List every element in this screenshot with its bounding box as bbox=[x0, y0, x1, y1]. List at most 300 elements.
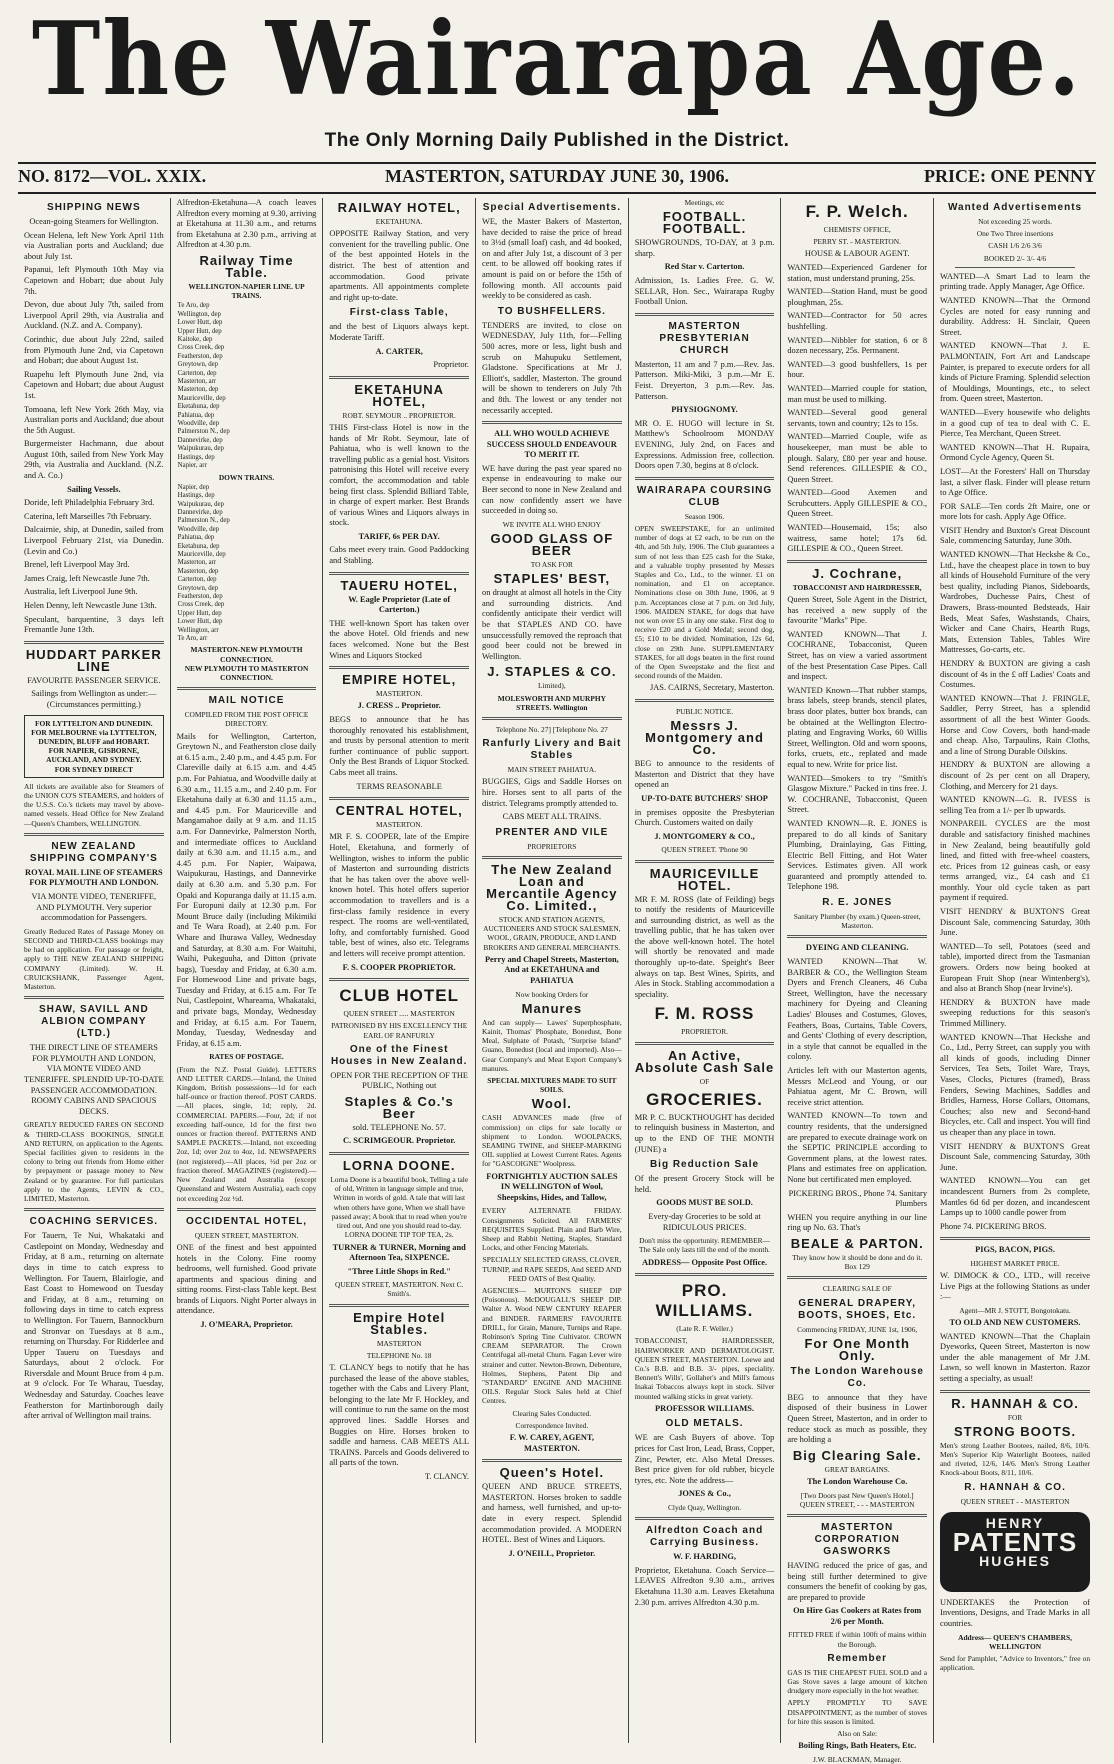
divider bbox=[482, 421, 622, 424]
station-name: Wellington, dep bbox=[177, 310, 221, 318]
alfredton-coach-signature: W. F. HARDING, bbox=[673, 1552, 736, 1562]
presbyterian-text: Masterton, 11 am and 7 p.m.—Rev. Jas. Patterson. Miki-Miki, 3 p.m.—Mr E. Feist. Dreyerton, 3 p.m.—Rev. Jas. Patterson. bbox=[634, 359, 775, 401]
station-name: Featherston, dep bbox=[177, 352, 223, 360]
eketahuna-hotel-proprietor: ROBT. SEYMOUR .. PROPRIETOR. bbox=[342, 410, 456, 420]
shipping-item: Papanui, left Plymouth 10th May via Capetown and Hobart; due about July 7th. bbox=[24, 265, 164, 296]
coaching-heading: COACHING SERVICES. bbox=[29, 1216, 159, 1228]
station-name: Woodville, dep bbox=[177, 420, 220, 428]
prenter-vile-sub: PROPRIETORS bbox=[527, 841, 577, 851]
railway-hotel-proprietor: Proprietor. bbox=[433, 360, 470, 370]
divider bbox=[787, 935, 927, 938]
station-name: Hastings, dep bbox=[177, 453, 215, 461]
mail-notice-heading: MAIL NOTICE bbox=[208, 695, 285, 707]
issue-number: NO. 8172—VOL. XXIX. bbox=[18, 166, 207, 186]
timetable-row bbox=[177, 344, 317, 352]
manures-heading: Manures bbox=[521, 1000, 583, 1016]
wanted-ad: WANTED—Every housewife who delights in a good cup of tea to deal with C. E. Pierce, Tea Merchant, Queen Street. bbox=[940, 407, 1091, 439]
montgomery-signature: J. MONTGOMERY & CO., bbox=[654, 831, 755, 841]
cash-sale-text: MR P. C. BUCKTHOUGHT has decided to relinquish business in Masterton, and up to the END OF THE MONTH (JUNE) a bbox=[634, 1112, 775, 1154]
taueru-hotel-proprietor: W. Eagle Proprietor (Late of Carterton.) bbox=[348, 594, 451, 615]
wanted-ad: NONPAREIL CYCLES are the most durable and satisfactory finished machines in New Zealand, being beautifully gold lined, and fitted with free-wheel coasters, etc. Prices from 12 guineas cash, or easy terms arranged, viz., £4 cash and £1 monthly. Your old cycle taken as part payment if required. bbox=[940, 819, 1091, 903]
physiognomy-text: MR O. E. HUGO will lecture in St. Matthew's Schoolroom MONDAY EVENING, July 2nd, on Faces and Expressions. Admission free, collection. Doors open 7.30, begins at 8 o'clock. bbox=[634, 418, 775, 471]
empire-hotel-text: BEGS to announce that he has thoroughly renovated his establishment, and trusts by personal attention to merit further continuance of public support. Only the Best Brands of Liquor Stocked. Cabs meet all trains. bbox=[329, 715, 470, 777]
jones-sub: Sanitary Plumber (by exam.) Queen-street, Masterton. bbox=[793, 912, 921, 931]
cash-sale-of: OF bbox=[699, 1076, 710, 1086]
divider bbox=[482, 856, 622, 859]
timetable-row bbox=[177, 601, 317, 609]
timetable-row bbox=[177, 311, 317, 319]
nzloan-heading: The New Zealand Loan and Mercantile Agency Co. Limited., bbox=[486, 862, 618, 913]
railway-hotel-table: First-class Table, bbox=[349, 307, 449, 319]
montgomery-heading: Messrs J. Montgomery and Co. bbox=[645, 718, 764, 758]
divider bbox=[482, 1459, 622, 1462]
central-hotel-text: MR F. S. COOPER, late of the Empire Hotel, Eketahuna, and formerly of Wellington, wishes to inform the public of Masterton and surrounding districts that he has taken over the above well-known hotel. This hotel offers superior accommodation to travellers and is a first-class family residence in every respect. The rooms are well-ventilated, lofty, and comfortably furnished. Good table, best of wines, also etc. Telegrams and letters will receive prompt attention. bbox=[329, 832, 470, 958]
goods-must-be-sold: GOODS MUST BE SOLD. bbox=[656, 1198, 753, 1208]
station-name: Te Aro, arr bbox=[177, 635, 208, 643]
postage-rates-text: (From the N.Z. Postal Guide). LETTERS AND LETTER CARDS.—Inland, the United Kingdom, British possessions—1d for each half-ounce or fraction thereof. POST CARDS.—All places, single, 1d; reply, 2d. COMMERCIAL PAPERS.—Four, 2d; if not exceeding half-ounce, 1d for the first two ounces or fraction thereof. PATTERNS AND SAMPLE PACKETS.—Inland, not exceeding 2oz, 1d; over 2oz to 4oz, 1d. NEWSPAPERS (not registered).—All places, ½d per 2oz or fraction thereof. MAGAZINES (registered).—New Zealand and Australia (except Queensland and Western Australia), each copy not exceeding 2oz ½d. bbox=[176, 1064, 317, 1203]
down-trains-heading: DOWN TRAINS. bbox=[218, 472, 275, 482]
gasworks-signature: J.W. BLACKMAN, Manager. bbox=[812, 1754, 902, 1764]
dyeing-text: WANTED KNOWN—That W. BARBER & CO., the Wellington Steam Dyers and French Cleaners, 46 Cuba Street, Wellington, have the necessary machinery for Dyeing and Cleaning Ladies' Blouses and Costumes, Gloves, Feathers, Boas, Curtains, Table Covers, and Gents' Clothing of every description, in a style that cannot be equalled in the colony. bbox=[787, 957, 928, 1062]
station-name: Greytown, dep bbox=[177, 361, 219, 369]
clearing-sale-sub: GENERAL DRAPERY, BOOTS, SHOES, Etc. bbox=[798, 1297, 917, 1321]
drainage-text: WANTED KNOWN—To town and country residents, that the undersigned are prepared to execute drainage work on the SEPTIC PRINCIPLE according to Government plans, at the lowest rates. Plans and estimates free on application. None but certificated men employed. bbox=[787, 1111, 928, 1184]
cochrane-item: WANTED Known—That rubber stamps, brass labels, steep brands, stencil plates, brass door plates, butter box brands, can be obtained at the Wellington Electro-plating and Engraving Works, 60 Willis Street, Wellington. Old and worn spoons, forks, cruets, etc., replated and made equal to new. Write for price list. bbox=[787, 685, 928, 769]
wanted-item: WANTED—Nibbler for station, 6 or 8 dozen necessary, 25s. Permanent. bbox=[787, 335, 928, 356]
station-name: Upper Hutt, dep bbox=[177, 327, 222, 335]
ranfurly-telephone: Telephone No. 27] [Telephone No. 27 bbox=[495, 725, 608, 735]
eketahuna-hotel-tariff: TARIFF, 6s PER DAY. bbox=[358, 531, 440, 541]
central-hotel-signature: F. S. COOPER PROPRIETOR. bbox=[342, 962, 456, 972]
station-name: Carterton, dep bbox=[177, 576, 217, 584]
queens-hotel-signature: J. O'NEILL, Proprietor. bbox=[508, 1548, 596, 1558]
hannah-signature: R. HANNAH & CO. bbox=[964, 1481, 1066, 1493]
montgomery-text-2: in premises opposite the Presbyterian Church. Customers waited on daily bbox=[634, 807, 775, 828]
special-ads-heading: Special Advertisements. bbox=[482, 202, 621, 213]
football-heading: FOOTBALL. FOOTBALL. bbox=[662, 209, 747, 237]
prenter-vile: PRENTER AND VILE bbox=[495, 826, 609, 838]
occidental-heading: OCCIDENTAL HOTEL, bbox=[185, 1215, 308, 1227]
divider bbox=[635, 1273, 775, 1276]
groceries-heading: GROCERIES. bbox=[646, 1089, 763, 1109]
staples-text: WE have during the past year spared no expense in endeavouring to make our Beer second to none in New Zealand and can now confidently assert we have succeeded in doing so. bbox=[482, 463, 622, 516]
wanted-ads-rates-booked: BOOKED 2/- 3/- 4/6 bbox=[983, 253, 1047, 263]
staples-ask: TO ASK FOR bbox=[530, 560, 573, 570]
occidental-text: ONE of the finest and best appointed hotels in the Colony. Fine roomy bedrooms, well furnished. Good private apartments and spacious dining and sitting rooms. First-class Table kept. Best brands of Liquors. Night Porter always in attendance. bbox=[176, 1242, 317, 1316]
montgomery-address: QUEEN STREET. 'Phone 90 bbox=[661, 845, 748, 855]
fortnightly-text: EVERY ALTERNATE FRIDAY. Consignments Solicited. All FARMERS' REQUISITES Supplied. Plain and Barb Wire, Sheep and Rabbit Netting, Staples, Standard Locks, and other Fencing Materials. bbox=[482, 1206, 622, 1253]
bushfellers-heading: TO BUSHFELLERS. bbox=[497, 305, 606, 317]
manures-text: And can supply— Lawes' Superphosphate, Kainit, Thomas' Phosphate, Bonedust, Bone Meal, Sulphate of Potash, "Surprise Island" Guano, Bonedust (local and imported). Also— Gear Company's and Meat Export Company's manures. bbox=[482, 1017, 622, 1073]
station-name: Palmerston N., dep bbox=[177, 428, 230, 436]
wool-text: CASH ADVANCES made (free of commission) on clips for sale locally or shipment to London. WOOLPACKS, SEAMING TWINE, and SHEEP-MARKING OIL supplied at Lowest Current Rates. Agents for "GASCOIGNE" Woolpress. bbox=[482, 1113, 622, 1169]
staples-best: STAPLES' BEST, bbox=[493, 571, 611, 587]
timetable-row bbox=[177, 319, 317, 327]
sailing-item: Speculant, barquentine, 3 days left Fremantle June 13th. bbox=[24, 614, 164, 635]
timetable-row bbox=[177, 403, 317, 411]
railway-hotel-location: EKETAHUNA. bbox=[375, 217, 423, 226]
divider bbox=[635, 477, 775, 480]
timetable-row bbox=[177, 509, 317, 517]
divider bbox=[177, 687, 317, 690]
hannah-heading: R. HANNAH & CO. bbox=[951, 1395, 1079, 1411]
manures-lead: Now booking Orders for bbox=[515, 989, 589, 999]
patents-note: Send for Pamphlet, "Advice to Inventors," free on application. bbox=[940, 1654, 1091, 1673]
eketahuna-hotel-heading: EKETAHUNA HOTEL, bbox=[354, 381, 444, 409]
eketahuna-hotel-text-2: Cabs meet every train. Good Paddocking and Stabling. bbox=[329, 545, 470, 566]
pigs-sub: HIGHEST MARKET PRICE. bbox=[970, 1258, 1060, 1268]
wanted-ads-list bbox=[940, 272, 1090, 1232]
masthead bbox=[0, 0, 1114, 180]
column-7 bbox=[934, 198, 1096, 1743]
timetable-row bbox=[177, 378, 317, 386]
patents-logo-middle: PATENTS bbox=[952, 1527, 1078, 1558]
lorna-doone-shops: "Three Little Shops in Red." bbox=[347, 1266, 451, 1276]
stables-telephone: TELEPHONE No. 18 bbox=[366, 1350, 432, 1360]
club-hotel-heading: CLUB HOTEL bbox=[339, 986, 459, 1006]
wanted-ad: WANTED—To sell, Potatoes (seed and table), imported direct from the Tasmanian growers. Orders now being booked at European Fruit Shop (near Wintenberg's), and also at Branch Shop (near Irvine's). bbox=[940, 941, 1091, 994]
pro-williams-signature: PROFESSOR WILLIAMS. bbox=[655, 1403, 755, 1413]
shipping-item: Ocean Helena, left New York April 11th via Australian ports and Auckland; due about July 1st. bbox=[24, 230, 164, 261]
gasworks-hire: On Hire Gas Cookers at Rates from 2/6 per Month. bbox=[793, 1606, 922, 1626]
gasworks-text-3: APPLY PROMPTLY TO SAVE DISAPPOINTMENT, as the number of stoves for hire this season is limited. bbox=[787, 1698, 928, 1726]
timetable-row bbox=[177, 353, 317, 361]
station-name: Masterton, arr bbox=[177, 559, 217, 567]
ranfurly-heading: Ranfurly Livery and Bait Stables bbox=[482, 738, 622, 762]
taueru-hotel-text: THE well-known Sport has taken over the above Hotel. Old friends and new faces welcomed. None but the Best Wines and Liquors Stocked bbox=[329, 618, 470, 660]
coursing-season: Season 1906. bbox=[684, 511, 725, 521]
wanted-item: WANTED—Several good general servants, town and country; 12s to 15s. bbox=[787, 408, 928, 428]
timetable-row bbox=[177, 462, 317, 470]
timetable-row bbox=[177, 428, 317, 436]
columns bbox=[18, 198, 1096, 1764]
wanted-item: WANTED—Experienced Gardener for station, must understand pruning, 25s. bbox=[787, 263, 928, 283]
station-name: Napier, dep bbox=[177, 483, 210, 491]
clearing-sale-heading: CLEARING SALE OF bbox=[822, 1284, 892, 1294]
station-name: Pahiatua, dep bbox=[177, 534, 215, 542]
timetable-row bbox=[177, 618, 317, 626]
wanted-ad: HENDRY & BUXTON are giving a cash discount of 4s in the £ off Ladies' Coats and Costumes. bbox=[940, 659, 1091, 690]
huddart-route: FOR LYTTELTON AND DUNEDIN. bbox=[35, 718, 153, 728]
station-name: Dannevirke, dep bbox=[177, 508, 223, 516]
gasworks-rings: Boiling Rings, Bath Heaters, Etc. bbox=[798, 1741, 917, 1751]
bakers-notice: WE, the Master Bakers of Masterton, have decided to raise the price of bread to 3½d (small loaf) cash, and 4d booked, on and after July 1st, a discount of 3 per cent. to be allowed off booking rates if amount is paid on or before the 15th of following month. All accounts paid weekly to be considered as cash. bbox=[482, 217, 622, 301]
jones-heading: R. E. JONES bbox=[822, 897, 893, 909]
lorna-doone-text: Lorna Doone is a beautiful book, Telling a tale of old, Written in language simple and true, Written in words of gold. A tale that will last when others have gone, When we shall have passed away; A book that to read when you're tired out, And one you should read to-day. LORNA DOONE TIP TOP TEA, 2s. bbox=[330, 1175, 469, 1240]
timetable-row bbox=[177, 585, 317, 593]
railway-timetable-heading: Railway Time Table. bbox=[199, 252, 294, 280]
divider bbox=[329, 978, 469, 981]
wanted-ad: FOR SALE—Ten cords 2ft Maire, one or more lots for cash. Apply Age Office. bbox=[940, 501, 1091, 522]
patents-logo-top: HENRY bbox=[985, 1514, 1045, 1531]
railway-hotel-signature: A. CARTER, bbox=[375, 346, 423, 356]
station-name: Napier, arr bbox=[177, 462, 207, 470]
montgomery-text: BEG to announce to the residents of Masterton and District that they have opened an bbox=[634, 759, 775, 790]
divider bbox=[329, 1152, 469, 1155]
agencies-text: AGENCIES— MURTON'S SHEEP DIP (Poisonous). McDOUGALL'S SHEEP DIP. Walter A. Wood NEW CENTURY REAPER and BINDER. FARMERS' FAVOURITE DRILL, for Grain, Manure, Turnips and Rape. Robinson's Spring Tine Cultivator. CROWN CREAM SEPARATOR. The Crown Centrifugal all-metal Churn. Fagan Lever wire strainer and cutter. Newton-Brown, Debenture, Holmes, Stephens, Patent Dip and "STANDARD" ENGINE AND MACHINE OILS. Regular Stock Sales held at Chief Centres. bbox=[482, 1286, 622, 1406]
occidental-signature: J. O'MEARA, Proprietor. bbox=[200, 1320, 293, 1330]
club-hotel-signature: C. SCRIMGEOUR. Proprietor. bbox=[343, 1136, 456, 1146]
london-warehouse-bargains: GREAT BARGAINS. bbox=[824, 1464, 890, 1474]
issue-price: PRICE: ONE PENNY bbox=[923, 166, 1096, 186]
alfredton-coach-text: Proprietor, Eketahuna. Coach Service— LEAVES Alfredton 9.30 a.m., arrives Eketahuna 11.30 a.m. Leaves Eketahuna 2.30 p.m. arrives Alfredton 4.30 p.m. bbox=[634, 1565, 775, 1607]
timetable-row bbox=[177, 370, 317, 378]
shipping-item: Devon, due about July 7th, sailed from Liverpool April 29th, via Australia and Auckland. (N.Z. and A. Company). bbox=[24, 300, 164, 331]
mail-notice-subheading: COMPILED FROM THE POST OFFICE DIRECTORY. bbox=[184, 710, 309, 729]
railway-hotel-text-2: and the best of Liquors always kept. Moderate Tariff. bbox=[329, 322, 470, 342]
beale-text: They know how it should be done and do it. Box 129 bbox=[792, 1252, 923, 1272]
masthead-rule-bottom bbox=[18, 192, 1096, 194]
wanted-item: WANTED—Contractor for 50 acres bushfelling. bbox=[787, 311, 928, 331]
wanted-item: WANTED—Married Couple, wife as housekeeper, man must be able to plough. Salary, £80 per year and house. Send references. GILLESPIE & CO., Queen Street. bbox=[787, 432, 928, 484]
old-metals-text: WE are Cash Buyers of above. Top prices for Cast Iron, Lead, Brass, Copper, Zinc, Pewter, etc. Also Metal Dresses. Best price given for old rubber, bicycle tyres, etc. Note the address— bbox=[634, 1433, 775, 1485]
old-metals-heading: OLD METALS. bbox=[665, 1418, 744, 1430]
sailing-item: Caterina, left Marseilles 7th February. bbox=[24, 511, 152, 521]
ranfurly-cabs: CABS MEET ALL TRAINS. bbox=[502, 812, 602, 822]
queens-hotel-text: QUEEN AND BRUCE STREETS, MASTERTON. Horses broken to saddle and harness, well furnished, and up-to-date in every respect. Splendid accommodation provided. A MODERN HOTEL. Best of Wines and Liquors. bbox=[482, 1482, 622, 1545]
mauriceville-signature: F. M. ROSS bbox=[654, 1004, 755, 1024]
london-warehouse-signature: The London Warehouse Co. bbox=[807, 1476, 908, 1486]
wanted-ad: WANTED KNOWN—That Heckshe and Co., Ltd., Perry Street, can supply you with all kinds of goods, including Dinner Services, Tea Sets, Toilet Ware, Trays, Vases, Clocks, Pictures (framed), Brass Fenders, Sewing Machines, Saddles and Bridles, Harness, Horse Collars, Ottomans, Couches; also new and Second-hand Bicycles, etc. Call and inspect. You will find us cheaper than any place in town. bbox=[940, 1032, 1091, 1137]
timetable-row bbox=[177, 484, 317, 492]
shipping-subheading: Ocean-going Steamers for Wellington. bbox=[29, 217, 159, 226]
sailing-item: Australia, left Liverpool June 9th. bbox=[24, 587, 138, 597]
wanted-item: WANTED—Housemaid, 15s; also waitress, same hotel; 17s 6d. GILLESPIE & CO., Queen Street. bbox=[787, 523, 928, 554]
welch-heading: F. P. Welch. bbox=[805, 202, 909, 221]
station-name: Mauriceville, dep bbox=[177, 550, 226, 558]
huddart-text: Sailings from Wellington as under:— (Circumstances permitting.) bbox=[31, 689, 157, 709]
station-name: Te Aro, dep bbox=[177, 302, 210, 310]
wanted-ad: VISIT HENDRY & BUXTON'S Great Discount Sale, commencing Saturday, 30th June. bbox=[940, 907, 1091, 938]
stables-text: T. CLANCY begs to notify that he has purchased the lease of the above stables, together with the Cabs and Livery Plant, belonging to the late Mr F. Hockley, and will continue to run the same on the most approved lines. Saddle Horses and Buggies on Hire. Horses broken to saddle and harness. CAB MEETS ALL TRAINS. Parcels and Goods delivered to all parts of the town. bbox=[329, 1363, 470, 1468]
column-5 bbox=[629, 198, 782, 1743]
divider bbox=[787, 560, 927, 563]
divider bbox=[940, 1390, 1090, 1393]
down-trains-table bbox=[177, 484, 317, 644]
sha-heading: SHAW, SAVILL AND ALBION COMPANY (LTD.) bbox=[38, 1004, 149, 1040]
station-name: Hastings, dep bbox=[177, 492, 215, 500]
gasworks-remember: Remember bbox=[827, 1652, 888, 1664]
divider bbox=[940, 1237, 1090, 1240]
staples-address: MOLESWORTH AND MURPHY STREETS. Wellington bbox=[497, 693, 606, 712]
sha-note: GREATLY REDUCED FARES ON SECOND & THIRD-CLASS BOOKINGS, SINGLE AND RETURN, on application to the Agents. Special facilities given to residents in the colony to bring out friends from Home either by prepayment or passage money to New Zealand or by guarantee. For full particulars apply to the Agents, LEVIN & CO., LIMITED, Masterton. bbox=[24, 1120, 164, 1203]
cash-sale-heading: An Active, Absolute Cash Sale bbox=[634, 1047, 775, 1075]
timetable-row bbox=[177, 302, 317, 310]
railway-hotel-heading: RAILWAY HOTEL, bbox=[337, 200, 461, 215]
patents-text: UNDERTAKES the Protection of Inventions, Designs, and Trade Marks in all countries. bbox=[940, 1597, 1091, 1629]
timetable-row bbox=[177, 445, 317, 453]
pigs-signature: Agent—MR J. STOTT, Bongotokatu. bbox=[959, 1305, 1071, 1315]
dateline bbox=[18, 166, 1096, 192]
wanted-ads-sub: Not exceeding 25 words. bbox=[978, 217, 1052, 226]
huddart-note: All tickets are available also for Steamers of the UNION CO'S STEAMERS, and holders of the U.S.S. Co.'s tickets may travel by above-named vessels. Head Office for New Zealand—Queen's Chambers, WELLINGTON. bbox=[24, 781, 164, 828]
pigs-heading: PIGS, BACON, PIGS. bbox=[975, 1245, 1055, 1255]
divider bbox=[177, 1208, 317, 1211]
nzs-heading: NEW ZEALAND SHIPPING COMPANY'S bbox=[29, 840, 158, 864]
nzloan-address: Perry and Chapel Streets, Masterton, And at EKETAHUNA and PAHIATUA bbox=[484, 954, 619, 985]
hannah-for: FOR bbox=[1007, 1412, 1023, 1422]
column-4 bbox=[476, 198, 629, 1743]
up-trains-heading: WELLINGTON-NAPIER LINE. UP TRAINS. bbox=[188, 281, 305, 301]
wanted-ad: WANTED KNOWN—That J. E. PALMONTAIN, Fort Art and Landscape Painter, is prepared to execute orders for all kinds of Picture Framing. Splendid selection of Mouldings, Mountings, etc., to select from. Queen street, Masterton. bbox=[940, 341, 1091, 404]
timetable-row bbox=[177, 395, 317, 403]
timetable-row bbox=[177, 526, 317, 534]
mauriceville-proprietor: PROPRIETOR. bbox=[681, 1027, 728, 1037]
wanted-ad: WANTED—A Smart Lad to learn the printing trade. Apply Manager, Age Office. bbox=[940, 271, 1091, 292]
gasworks-text-2: GAS IS THE CHEAPEST FUEL SOLD and a Gas Stove saves a large amount of kitchen drudgery more especially in the hot weather. bbox=[787, 1667, 928, 1696]
station-name: Palmerston N., dep bbox=[177, 517, 230, 525]
divider bbox=[329, 572, 469, 575]
divider bbox=[482, 717, 622, 720]
timetable-row bbox=[177, 420, 317, 428]
lorna-doone-heading: LORNA DOONE. bbox=[342, 1158, 456, 1174]
wanted-ad: WANTED KNOWN—G. R. IVESS is selling Tea from a 1/- per lb upwards. bbox=[940, 795, 1091, 815]
timetable-row bbox=[177, 635, 317, 643]
alfredton-coach-text: Alfredton-Eketahuna—A coach leaves Alfredton every morning at 9.30, arriving at Eketahuna at 11.30 a.m., and returns from Eketahuna at 2.30 p.m., arriving at Alfredton at 4.30 p.m. bbox=[176, 198, 317, 250]
wanted-ad: WANTED KNOWN—That the Ormond Cycles are noted for easy running and durability. Address: H. Sinclair, Queen Street. bbox=[940, 296, 1091, 337]
pigs-text: W. DIMOCK & CO., LTD., will receive Live Pigs at the following Stations as under :— bbox=[940, 1271, 1091, 1302]
gasworks-heading: MASTERTON CORPORATION GASWORKS bbox=[814, 1521, 900, 1557]
divider bbox=[329, 1304, 469, 1307]
montgomery-shop: UP-TO-DATE BUTCHERS' SHOP bbox=[641, 793, 768, 803]
patents-logo-bottom: HUGHES bbox=[979, 1553, 1051, 1570]
welch-sub: CHEMISTS' OFFICE, bbox=[823, 225, 891, 234]
station-name: Mauriceville, dep bbox=[177, 394, 226, 402]
cash-sale-address: ADDRESS— Opposite Post Office. bbox=[641, 1257, 768, 1267]
huddart-heading: HUDDART PARKER LINE bbox=[25, 646, 162, 674]
fortnightly-sales: FORTNIGHTLY AUCTION SALES IN WELLINGTON of Wool, Sheepskins, Hides, and Tallow, bbox=[486, 1171, 618, 1202]
hannah-address: QUEEN STREET - - MASTERTON bbox=[960, 1496, 1070, 1506]
timetable-row bbox=[177, 492, 317, 500]
correspondence: Correspondence Invited. bbox=[515, 1420, 589, 1430]
shipping-item: Burgermeister Hachmann, due about August 10th, sailed from New York May 29th, via Australia and Auckland. (N.Z. and A. Co.) bbox=[24, 439, 164, 481]
timetable-row bbox=[177, 543, 317, 551]
wanted-ads-heading: Wanted Advertisements bbox=[947, 202, 1083, 213]
football-text: SHOWGROUNDS, TO-DAY, at 3 p.m. sharp. bbox=[634, 238, 775, 258]
connection-heading-2: NEW PLYMOUTH TO MASTERTON CONNECTION. bbox=[184, 663, 309, 683]
station-name: Carterton, dep bbox=[177, 369, 217, 377]
drainage-signature: PICKERING BROS., Phone 74. Sanitary Plumbers bbox=[788, 1188, 928, 1209]
divider bbox=[24, 833, 164, 836]
staples-glass: GOOD GLASS OF BEER bbox=[490, 531, 614, 559]
football-text-2: Admission, 1s. Ladies Free. G. W. SELLAR, Hon. Sec., Wairarapa Rugby Football Union. bbox=[634, 275, 775, 307]
station-name: Upper Hutt, dep bbox=[177, 609, 222, 617]
clearing-sales: Clearing Sales Conducted. bbox=[512, 1408, 592, 1418]
mail-notice-text: Mails for Wellington, Carterton, Greytown N., and Featherston close daily at 6.15 a.m., 2.40 p.m., and 4.45 p.m. For Clareville daily at 6.15 a.m. and 4.45 p.m. For Pahiatua, and Woodville daily at 6.30 a.m., 11.15 a.m., and 2.40 p.m. For Eketahuna daily at 6.30 and 11.15 a.m., and 4.45 p.m. For Mauriceville and Mangamahoe daily at 9 a.m. and 11.15 a.m. For Dannevirke, Palmerston North, and intermediate offices to Auckland daily at 6.30 a.m. and 11.15 a.m., and 4.45 p.m. For Napier, Waipawa, Waipukurau, Hastings, and Dannevirke daily at 6.30 a.m. and 5.30 p.m. For Opaki and Kopuranga daily at 11.15 a.m. For Europuni daily at 12.30 p.m. For Mount Bruce daily (including Mikimiki and Te Wara Road), at 2.40 p.m. For Whare and Ihurawa Valley, Wednesday and Saturday, at 8.30 a.m. For Waituhi, Waihi, Pukeguuha, and Ditton (private bags), Tuesday and Friday, at 6.30 a.m. For Homewood Line and private bags, Tuesday and Friday, at 6.15 a.m. For Te Nui, Castlepoint, Whareama, Whakataki, and private bags, Monday, Wednesday and Friday, at 6.15 a.m. For Tauern, Monday, Tuesday, Wednesday and Friday, at 6.15 a.m. bbox=[176, 731, 317, 1048]
ranfurly-address: MAIN STREET PAHIATUA. bbox=[507, 765, 597, 775]
stables-signature: T. CLANCY. bbox=[424, 1472, 470, 1482]
station-name: Lower Hutt, dep bbox=[177, 618, 223, 626]
patents-logo bbox=[940, 1512, 1090, 1592]
wanted-ad: HENDRY & BUXTON are allowing a discount of 2s per cent on all Drapery, Clothing, and Mercery for 21 days. bbox=[940, 760, 1091, 791]
shipping-heading: SHIPPING NEWS bbox=[47, 202, 141, 213]
taueru-hotel-heading: TAUERU HOTEL, bbox=[340, 577, 458, 593]
nzs-text: VIA MONTE VIDEO, TENERIFFE, AND PLYMOUTH. Very superior accommodation for Passengers. bbox=[31, 891, 157, 923]
station-name: Greytown, dep bbox=[177, 584, 219, 592]
london-warehouse-heading: The London Warehouse Co. bbox=[790, 1365, 924, 1389]
station-name: Wellington, arr bbox=[177, 626, 219, 634]
station-name: Lower Hutt, dep bbox=[177, 319, 223, 327]
mauriceville-heading: MAURICEVILLE HOTEL. bbox=[649, 865, 760, 893]
coursing-signature: JAS. CAIRNS, Secretary, Masterton. bbox=[649, 683, 775, 693]
divider bbox=[635, 699, 775, 702]
london-warehouse-address: [Two Doors past New Queen's Hotel.] QUEEN STREET, - - - MASTERTON bbox=[799, 1490, 915, 1509]
column-1 bbox=[18, 198, 171, 1743]
club-hotel-address: QUEEN STREET ..... MASTERTON bbox=[343, 1009, 455, 1019]
timetable-row bbox=[177, 454, 317, 462]
wanted-ad: WANTED KNOWN—You can get incandescent Burners from 2s complete, Mantles 6d 6d per dozen, and incandescent Lamps up to 1000 candle power from bbox=[940, 1176, 1091, 1218]
divider bbox=[635, 860, 775, 863]
old-customers-text: WANTED KNOWN—That the Chaplain Dyeworks, Queen Street, Masterton is now under the able management of Mr J.M. Lawn, so well known in Masterton. Razor setting a specialty, as usual! bbox=[940, 1331, 1091, 1384]
timetable-row bbox=[177, 328, 317, 336]
coursing-text: OPEN SWEEPSTAKE, for an unlimited number of dogs at £2 each, to be run on the 4th, and 5th July, 1906. The Club guarantees a sum of not less than £25 cash for the Stake, and a valuable trophy presented by Messrs Staples and Co., Ltd., to the winner. £1 on nomination, and £1 on acceptance. Nominations close on 30th June, 1906, at 9 p.m. Acceptances close at 7 p.m. on 3rd July, 1906. MAIDEN STAKE, for dogs that have not won over £5 in any one stake. First dog to receive £20 and a Gold Medal; second dog, £5; £10 to be divided. Nomination, 12s 6d, close on 29th June. SUPPLEMENTARY STAKES, for all dogs beaten in the first round of the Open Sweepstake and the first and second rounds of the Maiden. bbox=[634, 523, 775, 681]
ranfurly-text: BUGGIES, Gigs and Saddle Horses on hire. Horses sent to all parts of the district. Telegrams promptly attended to. bbox=[482, 777, 622, 808]
big-reduction-sale: Big Reduction Sale bbox=[649, 1159, 760, 1171]
empire-hotel-terms: TERMS REASONABLE bbox=[356, 781, 442, 791]
wanted-item: WANTED—Married couple for station, man must be used to milking. bbox=[787, 383, 928, 404]
station-name: Featherston, dep bbox=[177, 592, 223, 600]
station-name: Masterton, dep bbox=[177, 567, 219, 575]
up-trains-table bbox=[177, 302, 317, 470]
timetable-row bbox=[177, 534, 317, 542]
lorna-doone-signature: TURNER & TURNER, Morning and Afternoon Tea, SIXPENCE. bbox=[332, 1242, 466, 1263]
station-name: Cross Creek, dep bbox=[177, 344, 225, 352]
cash-sale-text-2: Of the present Grocery Stock will be held. bbox=[634, 1174, 775, 1194]
timetable-row bbox=[177, 551, 317, 559]
beale-heading: BEALE & PARTON. bbox=[790, 1235, 924, 1251]
timetable-row bbox=[177, 412, 317, 420]
nzs-note: Greatly Reduced Rates of Passage Money on SECOND and THIRD-CLASS bookings may be had on application. For passage or freight, apply to THE NEW ZEALAND SHIPPING COMPANY (Limited). W. H. CRUICKSHANK, Passenger Agent, Masterton. bbox=[24, 926, 164, 991]
shipping-item: Ruapehu left Plymouth June 2nd, via Capetown and Hobart; due about August 1st. bbox=[24, 369, 164, 400]
timetable-row bbox=[177, 386, 317, 394]
sailing-item: Brenel, left Liverpool May 3rd. bbox=[24, 560, 130, 570]
station-name: Cross Creek, dep bbox=[177, 601, 225, 609]
success-slogan: ALL WHO WOULD ACHIEVE SUCCESS SHOULD ENDEAVOUR TO MERIT IT. bbox=[486, 429, 617, 460]
divider bbox=[787, 1276, 927, 1279]
pro-williams-sub: (Late R. F. Weller.) bbox=[676, 1324, 733, 1334]
strong-boots-text: Men's strong Leather Bootees, nailed, 8/6, 10/6. Men's Superior Kip Waterlight Bootees, nailed and riveted, 12/6, 14/6. Men's Strong Leather Knock-about Boots, 8/11, 10/6. bbox=[940, 1440, 1091, 1478]
divider bbox=[635, 1042, 775, 1045]
pro-williams-heading: PRO. WILLIAMS. bbox=[655, 1281, 754, 1321]
huddart-route: FOR NAPIER, GISBORNE, AUCKLAND, AND SYDNEY. bbox=[46, 746, 142, 765]
divider bbox=[24, 1208, 164, 1211]
wanted-ad: WANTED KNOWN—That H. Rupaira, Ormond Cycle Agency, Queen St. bbox=[940, 442, 1091, 463]
empire-hotel-heading: EMPIRE HOTEL, bbox=[342, 672, 457, 688]
club-hotel-beer: Staples & Co.'s Beer bbox=[344, 1093, 454, 1121]
house-labour-agent: HOUSE & LABOUR AGENT. bbox=[804, 249, 910, 259]
timetable-row bbox=[177, 336, 317, 344]
old-customers-heading: TO OLD AND NEW CUSTOMERS. bbox=[949, 1318, 1081, 1328]
wanted-ad: HENDRY & BUXTON have made sweeping reductions for this season's Trimmed Millinery. bbox=[940, 997, 1091, 1028]
sailing-item: Dalcairnie, ship, at Dunedin, sailed from Liverpool February 21st, via Dunedin. (Levin and Co.) bbox=[24, 525, 164, 556]
club-hotel-text: OPEN FOR THE RECEPTION OF THE PUBLIC, Nothing out bbox=[330, 1070, 468, 1091]
huddart-subheading: FAVOURITE PASSENGER SERVICE. bbox=[27, 675, 161, 685]
sailing-item: James Craig, left Newcastle June 7th. bbox=[24, 573, 150, 583]
bushfellers-text: TENDERS are invited, to close on WEDNESDAY, July 11th, for—Felling 500 acres, more or less, light bush and scrub on Mahupuku Settlement, Gladstone. Specifications at Mr J. Elliott's, saddler, Masterton. The ground will be shown to tenderers on July 7th and 8th. The lowest or any tender not necessarily accepted. bbox=[482, 320, 622, 415]
divider bbox=[329, 666, 469, 669]
station-name: Masterton, arr bbox=[177, 378, 217, 386]
coaching-text: For Tauern, Te Nui, Whakataki and Castlepoint on Monday, Wednesday and Friday, at 8 a.m., returning on alternate days in time to catch express to Wellington. For Tauern, Blairlogie, and East Coast to Homewood on Tuesday and Friday, at 8 a.m., returning on following days in time to catch express to Wellington. For Tauern, Bannockburn and Stronvar on Tuesdays at 8 a.m., returning on Thursday. For Ridderlee and Upper Taueru on Tuesdays and Saturdays, about 2 o'clock. For Riversdale and Mount Bruce from 4 p.m. at 9 o'clock. For Te Wharau, Tuesday, Wednesday and Saturday. Coaches leave Featherston for Martinborough daily after arrival of Wellington mail trains. bbox=[24, 1231, 164, 1421]
newspaper-title: The Wairarapa Age. bbox=[31, 0, 1083, 119]
eketahuna-hotel-text: THIS First-class Hotel is now in the hands of Mr Robt. Seymour, late of Pahiatua, who is well known to the travelling public as a genial host. Visitors patronising this Hotel will receive every comfort, the accommodation and table being first class. Splendid Billiard Table, in charge of expert marker. Best Brands of various Wines and Liquors always in stock. bbox=[329, 422, 470, 528]
divider bbox=[635, 1517, 775, 1520]
timetable-row bbox=[177, 610, 317, 618]
wanted-ad: Phone 74. PICKERING BROS. bbox=[940, 1221, 1047, 1231]
old-metals-signature: JONES & Co., bbox=[678, 1489, 731, 1499]
central-hotel-location: MASTERTON. bbox=[375, 820, 423, 830]
public-notice: PUBLIC NOTICE. bbox=[675, 706, 734, 716]
wanted-ad: VISIT HENDRY & BUXTON'S Great Discount Sale, commencing Saturday, 30th June. bbox=[940, 1141, 1091, 1172]
